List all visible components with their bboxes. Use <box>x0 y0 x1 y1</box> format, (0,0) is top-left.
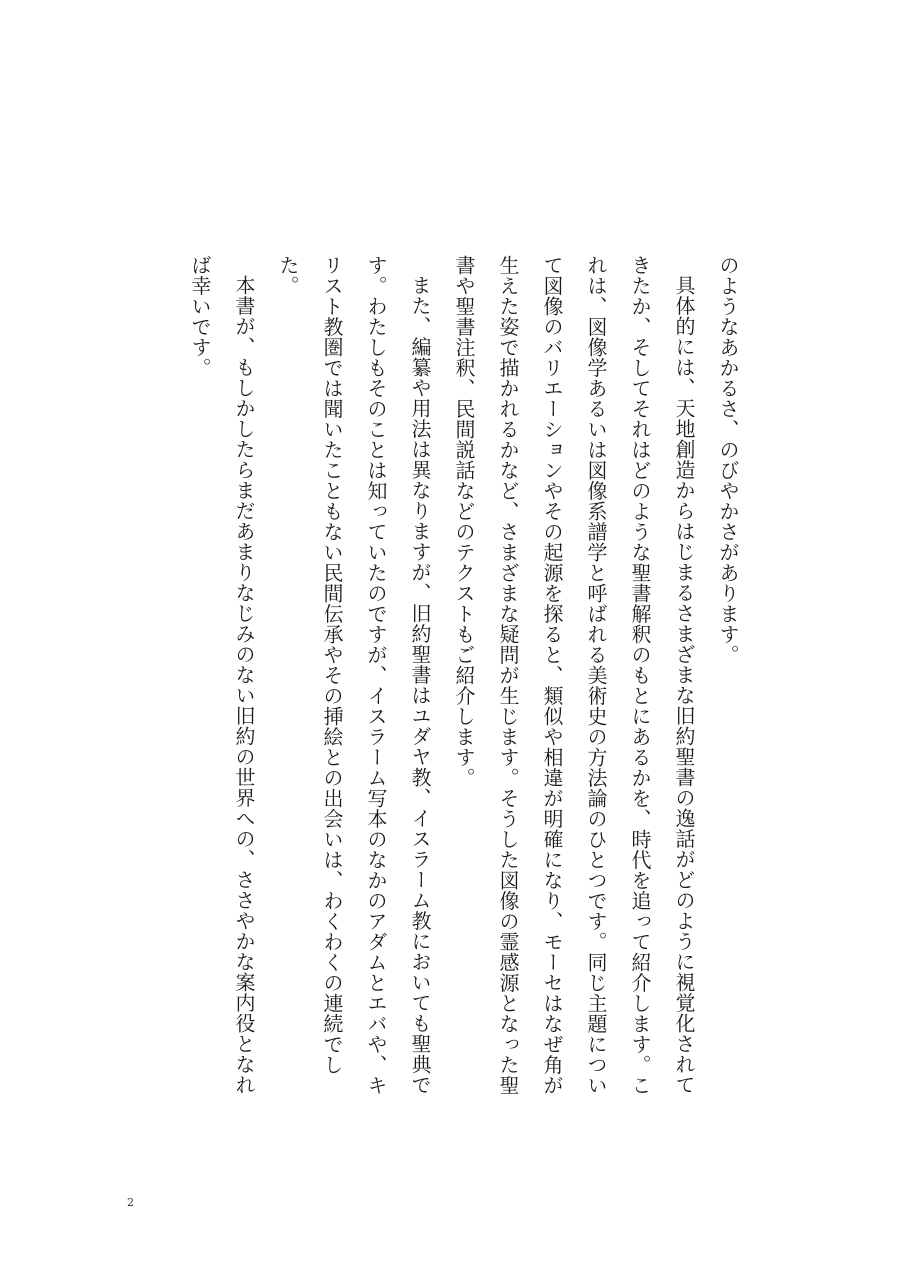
paragraph-continuation: のようなあかるさ、のびやかさがあります。 <box>716 255 740 665</box>
paragraph-iconography: 具体的には、天地創造からはじまるさまざまな旧約聖書の逸話がどのように視覚化されてきたか、そしてそれはどのような聖書解釈のもとにあるかを、時代を追って紹介します。これは、図像学あるいは図像系譜学と呼ばれる美術史の方法論のひとつです。同じ主題について図像のバリエーションやその起源を探ると、類似や相違が明確になり、モーセはなぜ角が生えた姿で描かれるかなど、さまざまな疑問が生じます。そうした図像の霊感源となった聖書や聖書注釈、民間説話などのテクストもご紹介します。 <box>452 255 696 1096</box>
paragraph-other-religions: また、編纂や用法は異なりますが、旧約聖書はユダヤ教、イスラーム教においても聖典です。わたしもそのことは知っていたのですが、イスラーム写本のなかのアダムとエバや、キリスト教圏では聞いたこともない民間伝承やその挿絵との出会いは、わくわくの連続でした。 <box>276 255 432 1096</box>
paragraph-closing: 本書が、もしかしたらまだあまりなじみのない旧約の世界への、ささやかな案内役となれば幸いです。 <box>188 255 256 1095</box>
page-number: 2 <box>127 1196 134 1209</box>
vertical-body-text <box>130 255 750 1115</box>
